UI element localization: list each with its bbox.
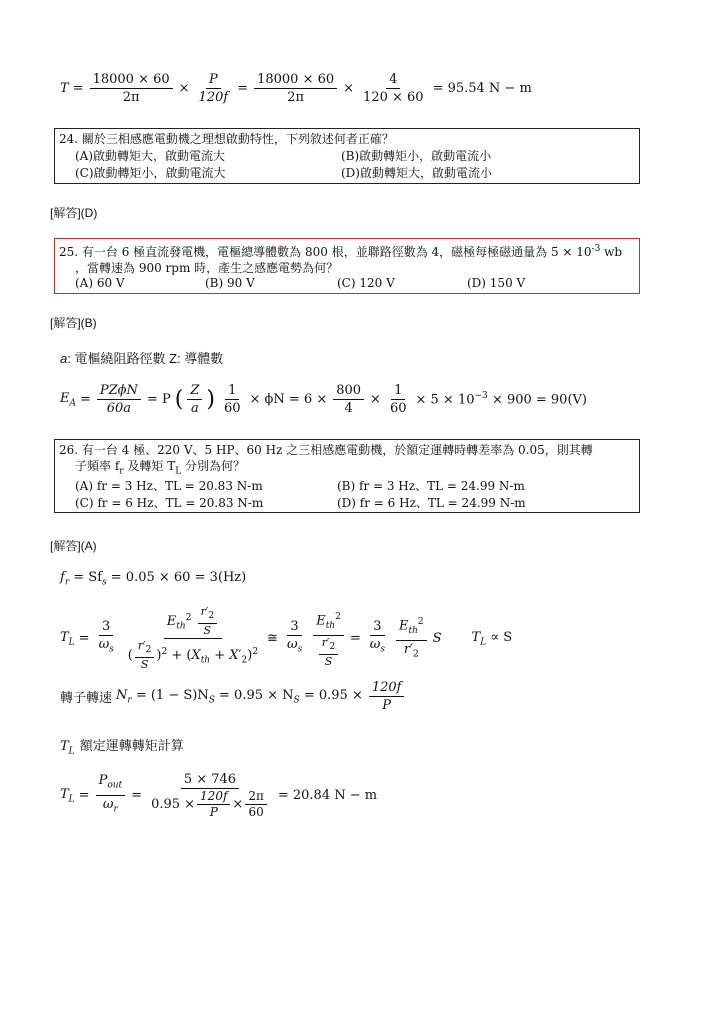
fraction: $\frac{3}{\omega_s}$ [369, 619, 385, 655]
fraction: $\frac{18000 \times 60}{2\pi}$ [90, 72, 173, 105]
fraction: $\frac{4}{120 \times 60}$ [363, 72, 424, 105]
answer-26: [解答](A) [50, 539, 97, 553]
fraction: $\frac{120f}{P}$ [369, 680, 405, 713]
question-stem-line1: 26. 有一台 4 極、220 V、5 HP、60 Hz 之三相感應電動機，於額定運轉時轉差率為 0.05，則其轉 [59, 443, 593, 457]
question-26-box [54, 439, 640, 513]
fraction: $\frac{E_{th}^2}{\frac{r'_2}{S}}$ [313, 610, 344, 668]
fraction: $E_{th}^2$ $\frac{r'_2}{S}$ ( $\frac{r'_2}{S}$ )$^2 + (X_{th} + X'_2)^2$ [127, 605, 259, 672]
fraction: $\frac{3}{\omega_s}$ [98, 619, 114, 655]
option-c: (C) 120 V [337, 276, 395, 290]
equation-torque-formula: $T_L$ = $\frac{3}{\omega_s}$ $E_{th}^2$ $\frac{r'_2}{S}$ ( $\frac{r'_2}{S}$ )$^2 + (X_{th} + X'_2)^2$ ≅ $\frac{3}{\omega_s}$ $\frac{E_{th}^2}{\frac{r'_2}{S}}$ = $\frac{3}{\omega_s}$ $\frac{E_{th}^2}{r'_2}$ S $T_L \propto S$ [60, 605, 513, 672]
option-a: (A)啟動轉矩大，啟動電流大 [75, 149, 226, 163]
fraction: $\frac{1}{60}$ [389, 383, 407, 416]
fraction: $\frac{P_{out}}{\omega_r}$ [96, 773, 126, 817]
question-25-box [54, 238, 640, 294]
equation-rotor-frequency: $f_r = Sf_s = 0.05 \times 60 = 3(Hz)$ [60, 570, 247, 588]
question-24-box [54, 128, 640, 184]
answer-24: [解答](D) [50, 206, 98, 220]
option-b: (B) fr = 3 Hz、TL = 24.99 N-m [337, 479, 525, 493]
eq-lhs: T [60, 81, 69, 96]
rated-torque-label: $T_L$ 額定運轉轉矩計算 [60, 738, 184, 757]
question-stem-line2: 子頻率 $f_r$ 及轉矩 $T_L$ 分別為何？ [75, 459, 246, 477]
variable-note: a: 電樞繞阻路徑數 Z: 導體數 [60, 351, 224, 366]
question-stem-line2: ，當轉速為 900 rpm 時，產生之感應電勢為何？ [75, 261, 339, 275]
fraction: $\frac{\text{PZϕN}}{60a}$ [97, 383, 141, 416]
fraction: $\frac{800}{4}$ [333, 383, 364, 416]
option-b: (B) 90 V [205, 276, 255, 290]
option-d: (D) fr = 6 Hz、TL = 24.99 N-m [337, 496, 526, 510]
option-d: (D) 150 V [467, 276, 526, 290]
fraction: $\frac{P}{120f}$ [198, 72, 229, 105]
equation-torque-top: T = $\frac{18000 \times 60}{2\pi}$ × $\frac{P}{120f}$ = $\frac{18000 \times 60}{2\pi}$ × $\frac{4}{120 \times 60}$ = 95.54 N − m [60, 72, 532, 105]
option-b: (B)啟動轉矩小，啟動電流小 [341, 149, 492, 163]
option-a: (A) fr = 3 Hz、TL = 20.83 N-m [75, 479, 263, 493]
fraction: $\frac{1}{60}$ [223, 383, 241, 416]
option-c: (C)啟動轉矩小，啟動電流大 [75, 166, 226, 180]
equation-rotor-speed: 轉子轉速 $N_r = (1 - S)N_S = 0.95 \times N_S = 0.95$ × $\frac{120f}{P}$ [60, 680, 406, 713]
answer-25: [解答](B) [50, 316, 97, 330]
option-d: (D)啟動轉矩大，啟動電流小 [341, 166, 492, 180]
question-stem-line1: 25. 有一台 6 極直流發電機，電樞總導體數為 800 根，並聯路徑數為 4，磁極每極磁通量為 $5 \times 10^{-3}$ wb [59, 244, 623, 259]
fraction: 5 × 746 0.95 × $\frac{120f}{P}$ × $\frac{2\pi}{60}$ [148, 772, 272, 819]
equation-emf: $E_A$ = $\frac{\text{PZϕN}}{60a}$ = P ( $\frac{Z}{a}$ ) $\frac{1}{60}$ × ϕN = 6 × $\frac{800}{4}$ × $\frac{1}{60}$ × $5 \times 10^{-3} \times 900 = 90(V)$ [60, 383, 587, 416]
fraction: $\frac{E_{th}^2}{r'_2}$ [396, 615, 427, 663]
equation-rated-torque: $T_L$ = $\frac{P_{out}}{\omega_r}$ = 5 × 746 0.95 × $\frac{120f}{P}$ × $\frac{2\pi}{60}$ = 20.84 N − m [60, 772, 378, 819]
option-c: (C) fr = 6 Hz、TL = 20.83 N-m [75, 496, 264, 510]
fraction: $\frac{Z}{a}$ [187, 383, 202, 416]
question-stem: 24. 關於三相感應電動機之理想啟動特性，下列敘述何者正確？ [59, 132, 394, 146]
option-a: (A) 60 V [75, 276, 125, 290]
eq-result: = 95.54 N − m [432, 81, 532, 96]
fraction: $\frac{3}{\omega_s}$ [286, 619, 303, 655]
fraction: $\frac{18000 \times 60}{2\pi}$ [254, 72, 337, 105]
